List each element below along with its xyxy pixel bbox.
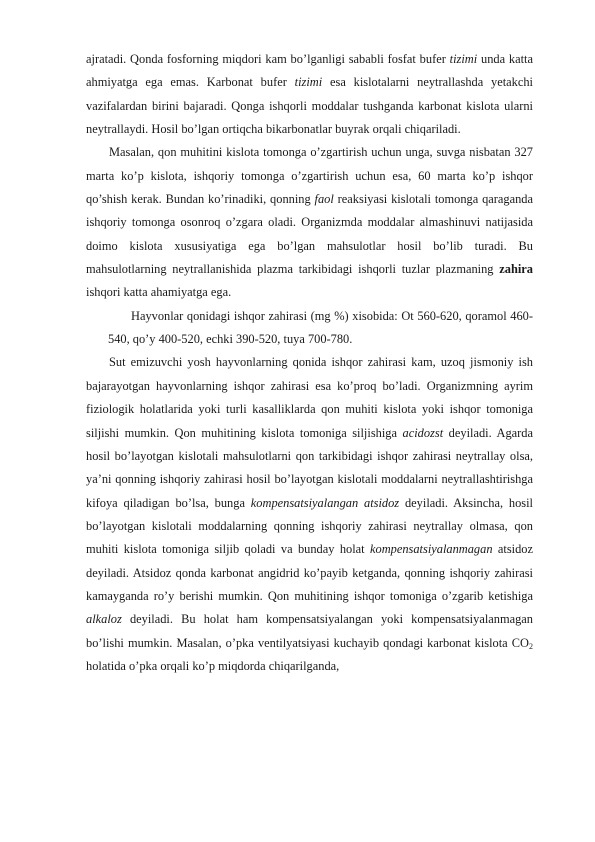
paragraph-alkali-reserve: Hayvonlar qonidagi ishqor zahirasi (mg %) xisobida: Ot 560-620, qoramol 460-540, qo’y 400-520, echki 390-520, tuya 700-780. [108, 308, 533, 347]
italic-term: kompensatsiyalanmagan [370, 542, 493, 557]
italic-term: kompensatsiyalangan atsidoz [250, 495, 400, 510]
paragraph-blood-reaction: Masalan, qon muhitini kislota tomonga o’zgartirish uchun unga, suvga nisbatan 327 marta ko’p kislota, ishqoriy tomonga o’zgartirish uchun esa, 60 marta ko’p ishqor qo’shish kerak. Bundan ko’rinadiki, qonning faol reaksiyasi kislotali tomonga qaraganda ishqoriy tomonga osonroq o’zgara oladi. Organizmda moddalar almashinuvi natijasida doimo kislota xususiyatiga ega bo’lgan mahsulotlar hosil bo’lib turadi. Bu mahsulotlarning neytrallanishida plazma tarkibidagi ishqorli tuzlar plazmaning zahira ishqori katta ahamiyatga ega. [86, 145, 533, 300]
document-page [86, 48, 533, 678]
bold-term: zahira [499, 262, 533, 277]
italic-term: faol [314, 192, 334, 207]
italic-term: alkaloz [86, 612, 122, 627]
italic-term: tizimi [294, 75, 323, 90]
italic-term: acidozst [402, 425, 444, 440]
paragraph-buffer-systems: ajratadi. Qonda fosforning miqdori kam bo’lganligi sababli fosfat bufer tizimi unda katta ahmiyatga ega emas. Karbonat bufer tizimi esa kislotalarni neytrallashda yetakchi vazifalardan birini bajaradi. Qonga ishqorli moddalar tushganda karbonat kislota ularni neytrallaydi. Hosil bo’lgan ortiqcha bikarbonatlar buyrak orqali chiqariladi. [86, 52, 534, 137]
paragraph-acidosis-alkalosis: Sut emizuvchi yosh hayvonlarning qonida ishqor zahirasi kam, uzoq jismoniy ish bajarayotgan hayvonlarning ishqor zahirasi esa ko’proq bo’ladi. Organizmning ayrim fiziologik holatlarida yoki turli kasalliklarda qon muhiti kislota yoki ishqor tomoniga siljishi mumkin. Qon muhitining kislota tomoniga siljishiga acidozst deyiladi. Agarda hosil bo’layotgan kislotali mahsulotlarni qon tarkibidagi ishqor zahirasi neytrallay olsa, ya’ni qonning ishqoriy zahirasi hosil bo’layotgan kislotali moddalarni neytrallashtirishga kifoya qiladigan bo’lsa, bunga kompensatsiyalangan atsidoz deyiladi. Aksincha, hosil bo’layotgan kislotali moddalarning qonning ishqoriy zahirasi neytrallay olmasa, qon muhiti kislota tomoniga siljib qoladi va bunday holat kompensatsiyalanmagan atsidoz deyiladi. Atsidoz qonda karbonat angidrid ko’payib ketganda, qonning ishqoriy zahirasi kamayganda ro’y berishi mumkin. Qon muhitining ishqor tomoniga o’zgarib ketishiga alkaloz deyiladi. Bu holat ham kompensatsiyalangan yoki kompensatsiyalanmagan bo’lishi mumkin. Masalan, o’pka ventilyatsiyasi kuchayib qondagi karbonat kislota $CO_2$ holatida o’pka orqali ko’p miqdorda chiqarilganda, [86, 355, 533, 673]
subscript: 2 [529, 641, 533, 651]
italic-term: tizimi [449, 52, 478, 66]
